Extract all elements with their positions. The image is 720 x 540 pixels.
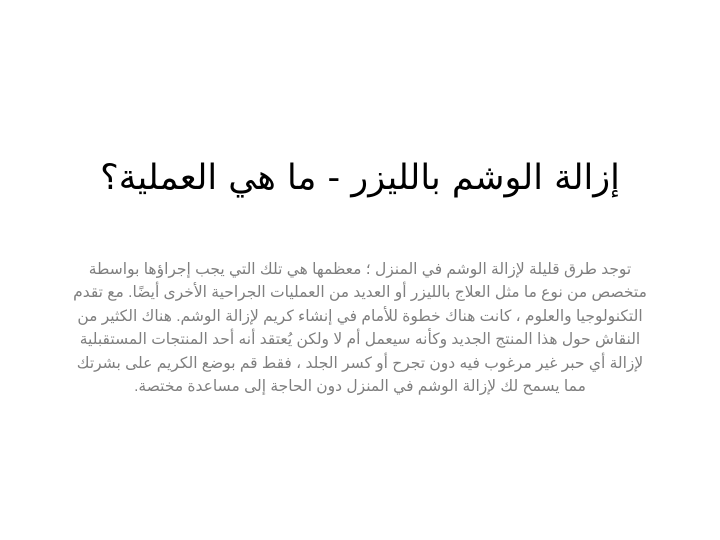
slide-body-text: توجد طرق قليلة لإزالة الوشم في المنزل ؛ معظمها هي تلك التي يجب إجراؤها بواسطة متخصص من نوع ما مثل العلاج بالليزر أو العديد من العمليات الجراحية الأخرى أيضًا. مع تقدم التكنولوجيا والعلوم ، كانت هناك خطوة للأمام في إنشاء كريم لإزالة الوشم. هناك الكثير من النقاش حول هذا المنتج الجديد وكأنه سيعمل أم لا ولكن يُعتقد أنه أحد المنتجات المستقبلية لإزالة أي حبر غير مرغوب فيه دون تجرح أو كسر الجلد ، فقط قم بوضع الكريم على بشرتك مما يسمح لك لإزالة الوشم في المنزل دون الحاجة إلى مساعدة مختصة. <box>73 261 647 396</box>
slide-title: إزالة الوشم بالليزر - ما هي العملية؟ <box>100 158 620 198</box>
